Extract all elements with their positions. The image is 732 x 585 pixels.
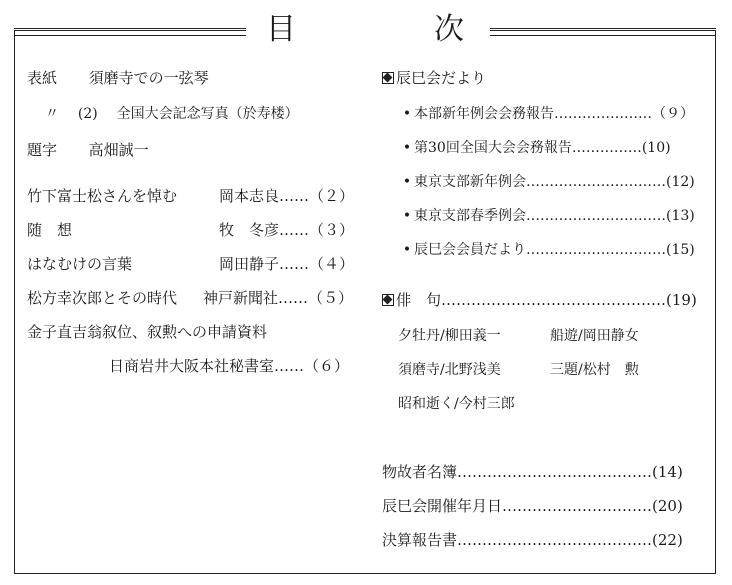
diamond-icon xyxy=(382,294,394,306)
item-title: 物故者名簿 xyxy=(382,463,458,481)
doc-author: 日商岩井大阪本社秘書室 xyxy=(109,357,275,375)
haiku-entry: 夕牡丹/柳田義一 xyxy=(398,328,501,344)
item-title: 本部新年例会会務報告 xyxy=(414,106,554,122)
page-title-char-2: 次 xyxy=(434,12,464,47)
entry-title: はなむけの言葉 xyxy=(27,255,133,273)
haiku-entry: 三題/松村 勲 xyxy=(550,362,639,378)
entry-page: ……（５） xyxy=(278,289,354,307)
item-page: (20) xyxy=(652,497,683,515)
caption-line xyxy=(27,138,149,162)
entry-author: 岡田静子 xyxy=(219,255,280,273)
doc-page: ……（６） xyxy=(274,357,350,375)
section1-title: 辰巳会だより xyxy=(396,69,487,87)
item-title: 辰巳会開催年月日 xyxy=(382,497,503,515)
toc-entry-meta xyxy=(203,286,353,310)
haiku-entry: 昭和逝く/今村三郎 xyxy=(398,396,515,412)
bullet-icon: • xyxy=(402,140,412,156)
item-page: （９） xyxy=(652,106,694,122)
item-title: 東京支部新年例会 xyxy=(414,174,526,190)
entry-author: 岡本志良 xyxy=(219,187,280,205)
entry-title: 随 想 xyxy=(27,221,73,239)
list-item xyxy=(382,494,683,518)
entry-page: ……（３） xyxy=(279,221,355,239)
item-title: 決算報告書 xyxy=(382,531,458,549)
toc-entry xyxy=(27,218,72,242)
leader-dots: ………………………… xyxy=(526,174,666,190)
page-title-char-1: 目 xyxy=(266,12,296,47)
bullet-icon: • xyxy=(402,242,412,258)
list-item xyxy=(400,170,695,194)
item-page: (22) xyxy=(652,531,683,549)
list-item xyxy=(400,238,695,262)
cover2-line xyxy=(45,102,299,126)
caption-label: 題字 xyxy=(27,141,58,159)
entry-title: 松方幸次郎とその時代 xyxy=(27,289,178,307)
bullet-icon: • xyxy=(402,208,412,224)
item-page: (14) xyxy=(652,463,683,481)
cover-label: 表紙 xyxy=(27,69,58,87)
caption-name: 高畑誠一 xyxy=(88,141,149,159)
leader-dots: ……………………………………… xyxy=(441,291,667,309)
leader-dots: ………………………… xyxy=(502,497,653,515)
toc-entry-meta xyxy=(219,184,354,208)
item-page: (15) xyxy=(666,242,695,258)
section2-page: (19) xyxy=(666,291,697,309)
cover-line xyxy=(27,66,209,90)
doc-meta xyxy=(109,354,349,378)
list-item xyxy=(400,102,694,126)
haiku-entry: 船遊/岡田静女 xyxy=(550,328,639,344)
leader-dots: ………………………………… xyxy=(457,531,653,549)
section-heading xyxy=(382,288,697,312)
section2-title: 俳 句 xyxy=(396,291,442,309)
haiku-entry: 須磨寺/北野浅美 xyxy=(398,362,501,378)
leader-dots: ………………………… xyxy=(526,208,666,224)
toc-entry xyxy=(27,286,177,310)
list-item xyxy=(382,460,683,484)
item-title: 東京支部春季例会 xyxy=(414,208,526,224)
diamond-icon xyxy=(382,72,394,84)
cover2-number: (2) xyxy=(77,106,98,122)
entry-author: 神戸新聞社 xyxy=(203,289,279,307)
title-area xyxy=(0,6,732,54)
cover2-title: 全国大会記念写真（於寿楼） xyxy=(116,106,299,122)
toc-entry xyxy=(27,184,177,208)
section-heading xyxy=(382,66,486,90)
entry-title: 竹下富士松さんを悼む xyxy=(27,187,178,205)
item-page: (12) xyxy=(666,174,695,190)
leader-dots: ………………………… xyxy=(526,242,666,258)
list-item xyxy=(382,528,683,552)
doc-title: 金子直吉翁叙位、叙勲への申請資料 xyxy=(27,323,268,341)
toc-entry-meta xyxy=(219,252,354,276)
entry-page: ……（４） xyxy=(279,255,355,273)
title-rule-left xyxy=(14,28,246,36)
item-title: 辰巳会会員だより xyxy=(414,242,526,258)
list-item xyxy=(400,204,695,228)
ditto-mark: 〃 xyxy=(45,106,59,122)
bullet-icon: • xyxy=(402,174,412,190)
item-title: 第30回全国大会会務報告 xyxy=(414,140,572,156)
toc-entry xyxy=(27,252,132,276)
leader-dots: ………………… xyxy=(554,106,652,122)
entry-page: ……（２） xyxy=(279,187,355,205)
title-rule-right xyxy=(490,28,716,36)
toc-entry-meta xyxy=(219,218,354,242)
item-page: (10) xyxy=(641,140,671,156)
leader-dots: ………………………………… xyxy=(457,463,653,481)
entry-author: 牧 冬彦 xyxy=(219,221,280,239)
list-item xyxy=(400,136,671,160)
item-page: (13) xyxy=(666,208,695,224)
cover-title: 須磨寺での一弦琴 xyxy=(88,69,209,87)
leader-dots: …………… xyxy=(571,140,642,156)
bullet-icon: • xyxy=(402,106,412,122)
